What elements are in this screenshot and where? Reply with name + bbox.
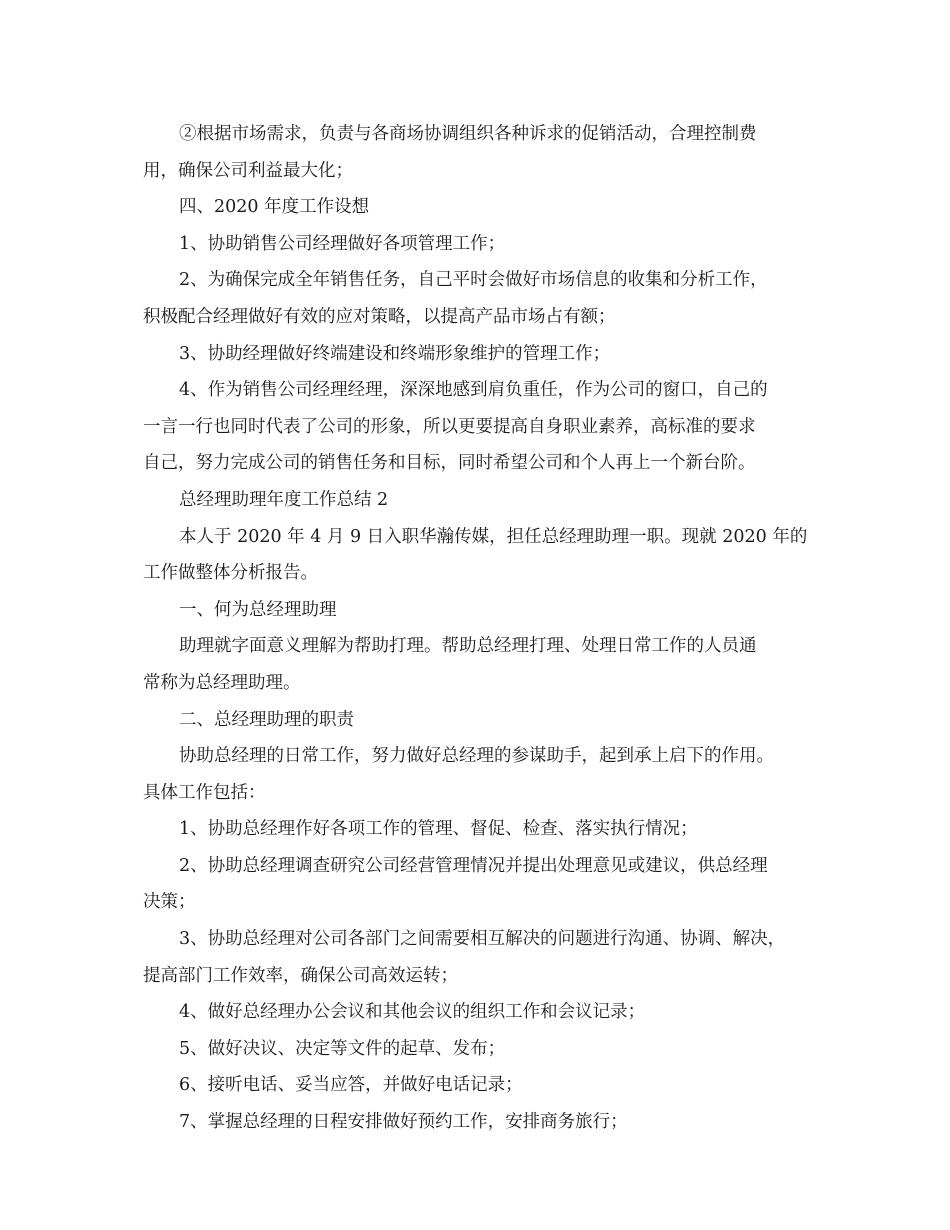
- text-line: ②根据市场需求，负责与各商场协调组织各种诉求的促销活动，合理控制费: [179, 124, 757, 144]
- text-line: 协助总经理的日常工作，努力做好总经理的参谋助手，起到承上启下的作用。: [179, 746, 774, 767]
- text-line: 积极配合经理做好有效的应对策略，以提高产品市场占有额；: [143, 306, 616, 327]
- text-line: 3、协助经理做好终端建设和终端形象维护的管理工作；: [179, 343, 611, 364]
- text-line: 决策；: [143, 892, 196, 913]
- list-item: 5、做好决议、决定等文件的起草、发布；: [179, 1038, 506, 1059]
- section-heading: 二、总经理助理的职责: [179, 709, 354, 730]
- list-item: 4、做好总经理办公会议和其他会议的组织工作和会议记录；: [179, 1002, 646, 1023]
- text-line: 1、协助销售公司经理做好各项管理工作；: [179, 233, 506, 254]
- list-item: 7、掌握总经理的日程安排做好预约工作，安排商务旅行；: [179, 1112, 628, 1133]
- text-line: 一言一行也同时代表了公司的形象，所以更要提高自身职业素养，高标准的要求: [143, 416, 756, 437]
- text-line: 2、为确保完成全年销售任务，自己平时会做好市场信息的收集和分析工作，: [179, 270, 768, 291]
- section-heading: 一、何为总经理助理: [179, 599, 337, 620]
- document-subtitle: 总经理助理年度工作总结 2: [179, 489, 389, 510]
- text-line: 本人于 2020 年 4 月 9 日入职华瀚传媒，担任总经理助理一职。现就 2020 年的: [179, 526, 808, 547]
- list-item: 6、接听电话、妥当应答，并做好电话记录；: [179, 1075, 523, 1096]
- text-line: 助理就字面意义理解为帮助打理。帮助总经理打理、处理日常工作的人员通: [179, 636, 757, 657]
- text-line: 4、作为销售公司经理经理，深深地感到肩负重任，作为公司的窗口，自己的: [179, 380, 768, 401]
- text-line: 用，确保公司利益最大化；: [143, 160, 353, 181]
- list-item: 2、协助总经理调查研究公司经营管理情况并提出处理意见或建议，供总经理: [179, 855, 768, 876]
- document-body: [143, 116, 818, 1141]
- text-line: 提高部门工作效率，确保公司高效运转；: [143, 965, 458, 986]
- text-line: 具体工作包括：: [143, 782, 266, 803]
- list-item: 1、协助总经理作好各项工作的管理、督促、检查、落实执行情况；: [179, 819, 698, 840]
- text-line: 工作做整体分析报告。: [143, 563, 318, 584]
- list-item: 3、协助总经理对公司各部门之间需要相互解决的问题进行沟通、协调、解决，: [179, 929, 786, 950]
- section-heading: 四、2020 年度工作设想: [179, 197, 370, 218]
- text-line: 常称为总经理助理。: [143, 672, 301, 693]
- text-line: 自己，努力完成公司的销售任务和目标，同时希望公司和个人再上一个新台阶。: [143, 453, 756, 474]
